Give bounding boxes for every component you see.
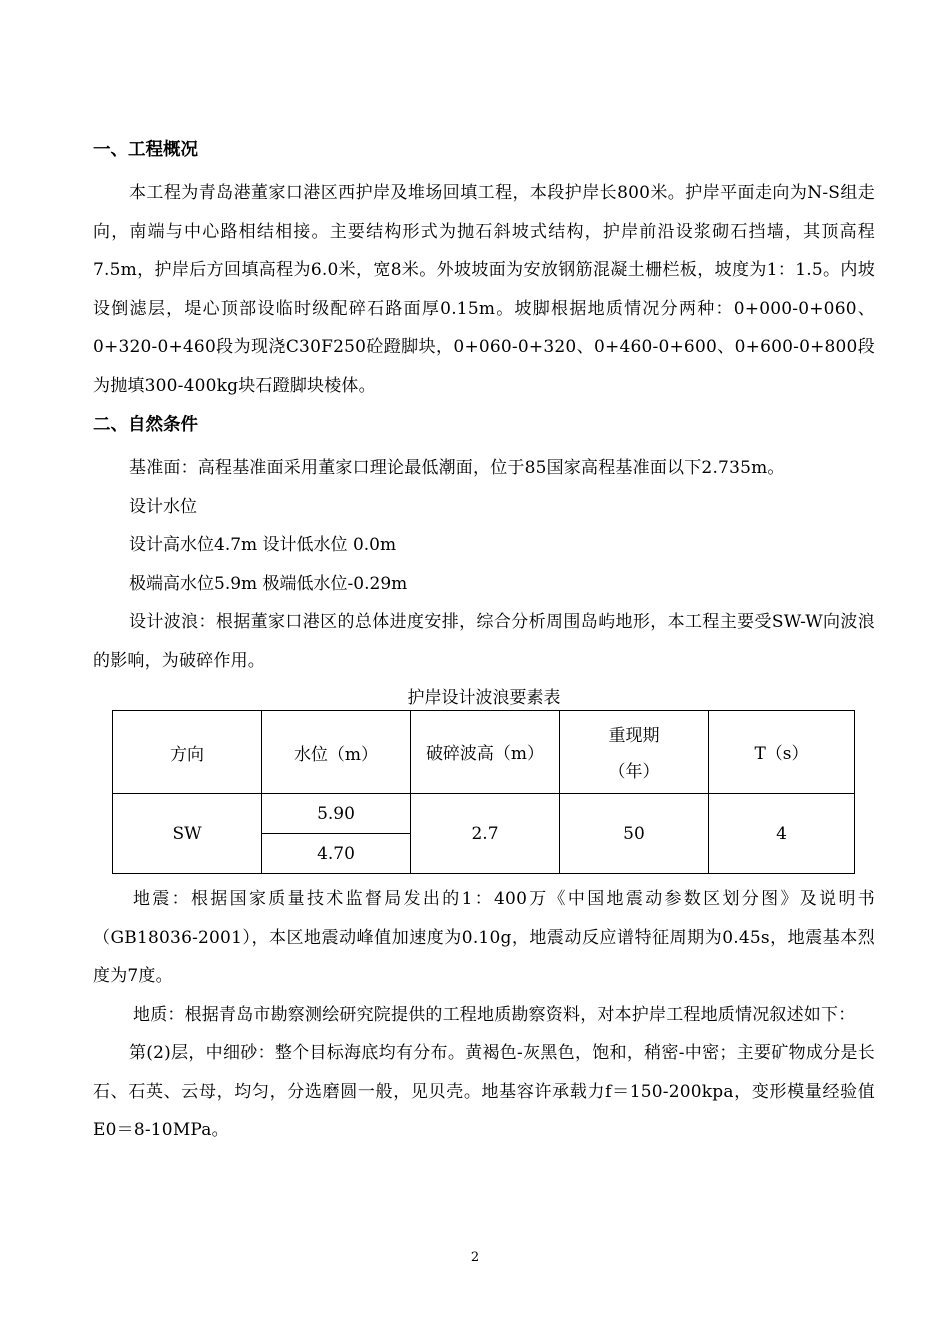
design-wave-paragraph: 设计波浪：根据董家口港区的总体进度安排，综合分析周围岛屿地形，本工程主要受SW-W向波浪的影响，为破碎作用。 [93, 612, 875, 671]
geology-intro-paragraph: 地质：根据青岛市勘察测绘研究院提供的工程地质勘察资料，对本护岸工程地质情况叙述如下： [133, 1004, 856, 1025]
header-return-period [560, 711, 709, 794]
extreme-water-levels: 极端高水位5.9m 极端低水位-0.29m [129, 573, 408, 594]
table-caption: 护岸设计波浪要素表 [407, 688, 561, 708]
page-number: 2 [470, 1250, 480, 1265]
cell-direction: SW [113, 794, 262, 874]
cell-return-period: 50 [560, 794, 709, 874]
header-period: T（s） [709, 711, 855, 794]
header-breaking-wave-height: 破碎波高（m） [411, 711, 560, 794]
cell-period: 4 [709, 794, 855, 874]
design-water-title: 设计水位 [129, 496, 197, 517]
cell-breaking-wave-height: 2.7 [411, 794, 560, 874]
header-direction: 方向 [113, 711, 262, 794]
wave-elements-table [112, 710, 855, 874]
cell-water-level-2: 4.70 [262, 834, 411, 874]
datum-paragraph: 基准面：高程基准面采用董家口理论最低潮面，位于85国家高程基准面以下2.735m。 [129, 458, 785, 478]
earthquake-paragraph: 地震：根据国家质量技术监督局发出的1：400万《中国地震动参数区划分图》及说明书（GB18036-2001），本区地震动峰值加速度为0.10g，地震动反应谱特征周期为0.45s，地震基本烈度为7度。 [93, 889, 875, 986]
section1-body: 本工程为青岛港董家口港区西护岸及堆场回填工程，本段护岸长800米。护岸平面走向为N-S组走向，南端与中心路相结相接。主要结构形式为抛石斜坡式结构，护岸前沿设浆砌石挡墙，其顶高程7.5m，护岸后方回填高程为6.0米，宽8米。外坡坡面为安放钢筋混凝土栅栏板，坡度为1：1.5。内坡设倒滤层，堤心顶部设临时级配碎石路面厚0.15m。坡脚根据地质情况分两种：0+000-0+060、0+320-0+460段为现浇C30F250砼蹬脚块，0+060-0+320、0+460-0+600、0+600-0+800段为抛填300-400kg块石蹬脚块棱体。 [93, 183, 875, 396]
header-water-level: 水位（m） [262, 711, 411, 794]
geology-layer2-paragraph: 第(2)层，中细砂：整个目标海底均有分布。黄褐色-灰黑色，饱和，稍密-中密；主要矿物成分是长石、石英、云母，均匀，分选磨圆一般，见贝壳。地基容许承载力f＝150-200kpa，变形模量经验值E0＝8-10MPa。 [93, 1043, 875, 1140]
header-return-period-line2: （年） [608, 762, 660, 782]
table-header-row [113, 711, 855, 794]
header-return-period-line1: 重现期 [608, 726, 660, 746]
table-row [113, 794, 855, 834]
section2-heading: 二、自然条件 [93, 415, 198, 435]
section1-heading: 一、工程概况 [93, 140, 198, 160]
cell-water-level-1: 5.90 [262, 794, 411, 834]
design-water-levels: 设计高水位4.7m 设计低水位 0.0m [129, 535, 397, 555]
document-page [93, 136, 875, 1150]
